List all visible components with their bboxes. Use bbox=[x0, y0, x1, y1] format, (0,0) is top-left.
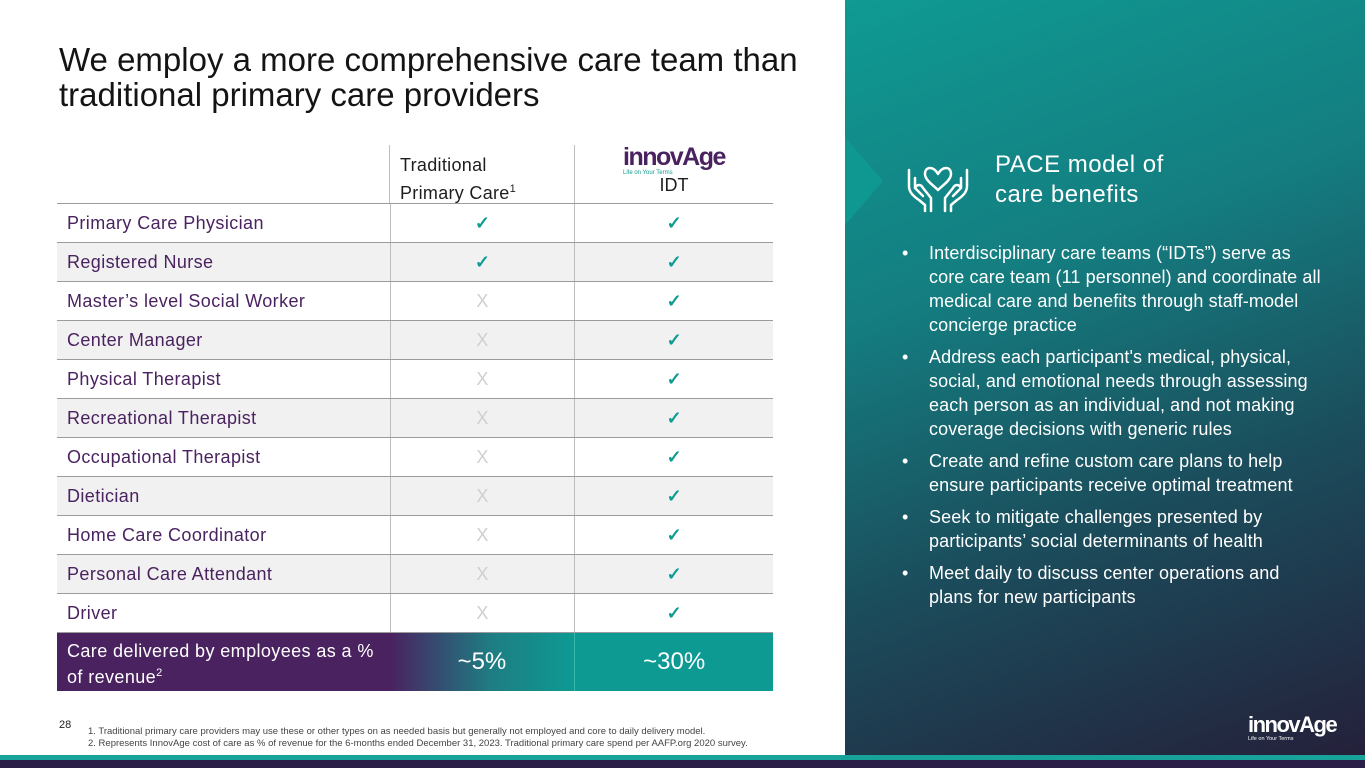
table-row bbox=[57, 320, 773, 359]
panel-arrow bbox=[845, 137, 883, 225]
x-mark: X bbox=[391, 282, 576, 320]
check-icon: ✓ bbox=[666, 564, 682, 584]
role-label: Recreational Therapist bbox=[57, 399, 391, 437]
heart-hands-icon bbox=[905, 148, 971, 214]
x-mark: X bbox=[391, 555, 576, 593]
role-label: Primary Care Physician bbox=[57, 204, 391, 242]
role-label: Physical Therapist bbox=[57, 360, 391, 398]
table-header bbox=[57, 145, 773, 203]
page-title: We employ a more comprehensive care team than traditional primary care providers bbox=[59, 41, 798, 113]
x-mark: X bbox=[391, 477, 576, 515]
table-row bbox=[57, 437, 773, 476]
role-label: Center Manager bbox=[57, 321, 391, 359]
footnotes bbox=[88, 726, 748, 750]
table-row bbox=[57, 398, 773, 437]
summary-traditional-value: ~5% bbox=[390, 633, 575, 691]
check-icon: ✓ bbox=[666, 603, 682, 623]
table-row bbox=[57, 281, 773, 320]
benefits-list bbox=[902, 241, 1322, 617]
summary-idt-value: ~30% bbox=[574, 633, 773, 691]
check-icon: ✓ bbox=[391, 243, 576, 281]
check-icon: ✓ bbox=[666, 408, 682, 428]
col-header-traditional: Traditional Primary Care$^1$ bbox=[400, 155, 517, 203]
check-icon: ✓ bbox=[666, 213, 682, 233]
list-item: • Address each participant's medical, physical, social, and emotional needs through assessing each person as an individual, and not making coverage decisions with generic rules bbox=[902, 345, 1322, 441]
table-row bbox=[57, 242, 773, 281]
check-icon: ✓ bbox=[666, 252, 682, 272]
summary-label: Care delivered by employees as a % of revenue$^2$ bbox=[57, 633, 390, 691]
check-icon: ✓ bbox=[666, 369, 682, 389]
footnote: 2. Represents InnovAge cost of care as % of revenue for the 6-months ended December 31, 2023. Traditional primary care spend per AAFP.org 2020 survey. bbox=[88, 738, 748, 749]
list-item: • Create and refine custom care plans to help ensure participants receive optimal treatment bbox=[902, 449, 1322, 497]
check-icon: ✓ bbox=[666, 291, 682, 311]
svg-text:Life on Your Terms: Life on Your Terms bbox=[623, 170, 673, 176]
col-header-idt bbox=[575, 145, 773, 196]
innovage-logo bbox=[619, 141, 729, 179]
footnote: 1. Traditional primary care providers may use these or other types on as needed basis but generally not employed and core to daily delivery model. bbox=[88, 726, 706, 737]
idt-label: IDT bbox=[659, 175, 689, 195]
check-icon: ✓ bbox=[666, 525, 682, 545]
check-icon: ✓ bbox=[666, 447, 682, 467]
check-icon: ✓ bbox=[666, 330, 682, 350]
x-mark: X bbox=[391, 438, 576, 476]
svg-text:Life on Your Terms: Life on Your Terms bbox=[1248, 736, 1294, 742]
role-label: Personal Care Attendant bbox=[57, 555, 391, 593]
list-item: • Seek to mitigate challenges presented by participants’ social determinants of health bbox=[902, 505, 1322, 553]
summary-row bbox=[57, 633, 773, 691]
role-label: Master’s level Social Worker bbox=[57, 282, 391, 320]
table-row bbox=[57, 554, 773, 593]
table-row bbox=[57, 359, 773, 398]
table-row bbox=[57, 593, 773, 633]
list-item: • Meet daily to discuss center operations and plans for new participants bbox=[902, 561, 1322, 609]
x-mark: X bbox=[391, 594, 576, 632]
care-team-table bbox=[57, 145, 773, 691]
bottom-bar bbox=[0, 755, 1365, 768]
x-mark: X bbox=[391, 321, 576, 359]
table-row bbox=[57, 203, 773, 242]
role-label: Home Care Coordinator bbox=[57, 516, 391, 554]
svg-text:innovAge: innovAge bbox=[623, 143, 725, 171]
role-label: Dietician bbox=[57, 477, 391, 515]
list-item: • Interdisciplinary care teams (“IDTs”) serve as core care team (11 personnel) and coordinate all medical care and benefits through staff-model concierge practice bbox=[902, 241, 1322, 337]
x-mark: X bbox=[391, 399, 576, 437]
innovage-logo-footer bbox=[1247, 711, 1339, 743]
role-label: Registered Nurse bbox=[57, 243, 391, 281]
page-number: 28 bbox=[59, 719, 72, 731]
panel-title: PACE model of care benefits bbox=[995, 151, 1164, 208]
table-row bbox=[57, 476, 773, 515]
x-mark: X bbox=[391, 360, 576, 398]
x-mark: X bbox=[391, 516, 576, 554]
table-row bbox=[57, 515, 773, 554]
role-label: Driver bbox=[57, 594, 391, 632]
check-icon: ✓ bbox=[666, 486, 682, 506]
check-icon: ✓ bbox=[391, 204, 576, 242]
svg-text:innovAge: innovAge bbox=[1248, 712, 1337, 737]
role-label: Occupational Therapist bbox=[57, 438, 391, 476]
